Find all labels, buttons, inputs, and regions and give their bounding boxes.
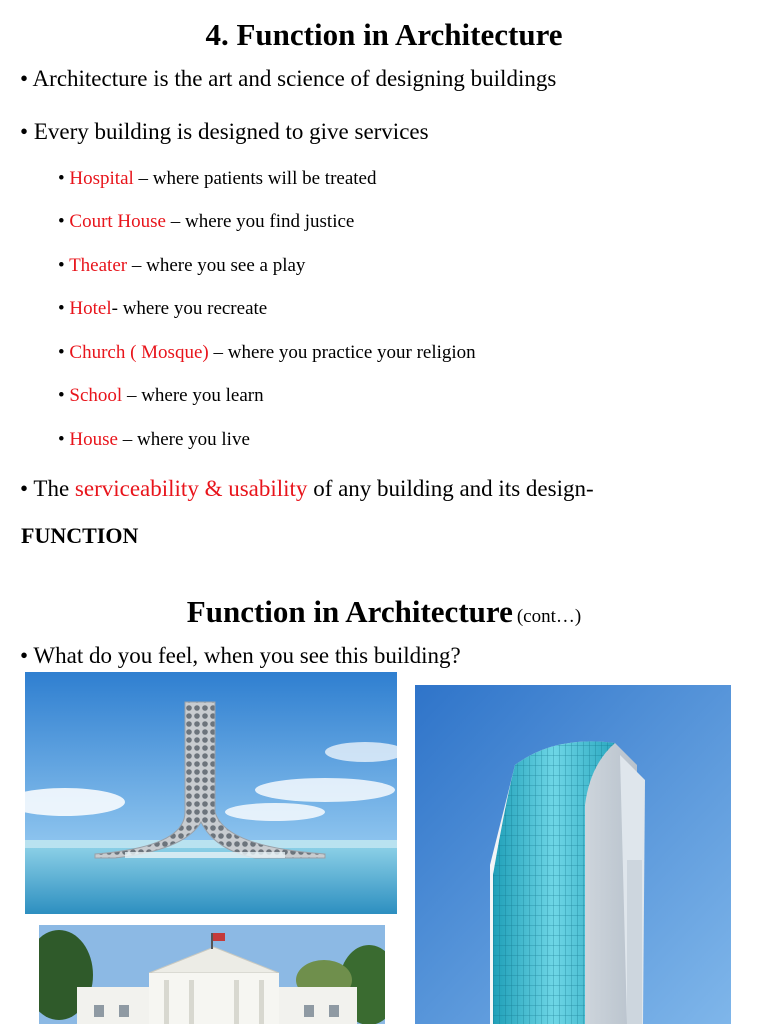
service-term: House bbox=[69, 429, 118, 450]
bullet-text: Architecture is the art and science of designing buildings bbox=[32, 66, 557, 91]
service-item-hospital bbox=[58, 168, 376, 190]
bullet-marker: • bbox=[58, 168, 65, 189]
service-desc: – where you see a play bbox=[127, 255, 306, 276]
service-desc: - where you recreate bbox=[111, 298, 268, 319]
bullet-text-pre: The bbox=[33, 476, 75, 501]
service-term: Hotel bbox=[69, 298, 112, 319]
bullet-marker: • bbox=[58, 342, 65, 363]
service-item-school bbox=[58, 385, 264, 407]
bullet-serviceability bbox=[20, 476, 594, 502]
arch-building-photo bbox=[25, 672, 397, 914]
bullet-text-highlight: serviceability & usability bbox=[74, 476, 308, 501]
service-desc: – where you live bbox=[117, 429, 250, 450]
service-term: Court House bbox=[69, 211, 166, 232]
bullet-architecture-definition bbox=[20, 66, 556, 92]
white-house-photo bbox=[39, 925, 385, 1024]
bullet-marker: • bbox=[58, 385, 65, 406]
slide2-title-suffix: (cont…) bbox=[516, 606, 582, 627]
service-desc: – where you practice your religion bbox=[208, 342, 476, 363]
service-item-theater bbox=[58, 255, 305, 277]
service-term: School bbox=[69, 385, 123, 406]
service-desc: – where patients will be treated bbox=[133, 168, 377, 189]
bullet-marker: • bbox=[58, 211, 65, 232]
service-term: Hospital bbox=[69, 168, 134, 189]
service-item-court-house bbox=[58, 211, 354, 233]
bullet-marker: • bbox=[20, 643, 29, 668]
bullet-services bbox=[20, 119, 429, 145]
service-desc: – where you find justice bbox=[165, 211, 355, 232]
service-item-house bbox=[58, 429, 250, 451]
service-term: Church ( Mosque) bbox=[69, 342, 209, 363]
bullet-text-post: of any building and its design- bbox=[307, 476, 594, 501]
slide2-title-text: Function in Architecture bbox=[186, 594, 513, 629]
bullet-marker: • bbox=[20, 119, 29, 144]
bullet-text: What do you feel, when you see this building? bbox=[33, 643, 461, 668]
service-desc: – where you learn bbox=[122, 385, 264, 406]
slide2-title bbox=[0, 594, 768, 630]
bullet-marker: • bbox=[58, 429, 65, 450]
bullet-marker: • bbox=[58, 298, 65, 319]
slide-title: 4. Function in Architecture bbox=[205, 17, 563, 52]
glass-tower-photo bbox=[415, 685, 731, 1024]
service-item-church bbox=[58, 342, 476, 364]
service-term: Theater bbox=[69, 255, 128, 276]
bullet-marker: • bbox=[20, 476, 29, 501]
service-item-hotel bbox=[58, 298, 267, 320]
bullet-text: Every building is designed to give services bbox=[33, 119, 429, 144]
bullet-marker: • bbox=[20, 66, 29, 91]
bullet-question bbox=[20, 643, 461, 669]
bullet-marker: • bbox=[58, 255, 65, 276]
function-word: FUNCTION bbox=[21, 523, 139, 548]
